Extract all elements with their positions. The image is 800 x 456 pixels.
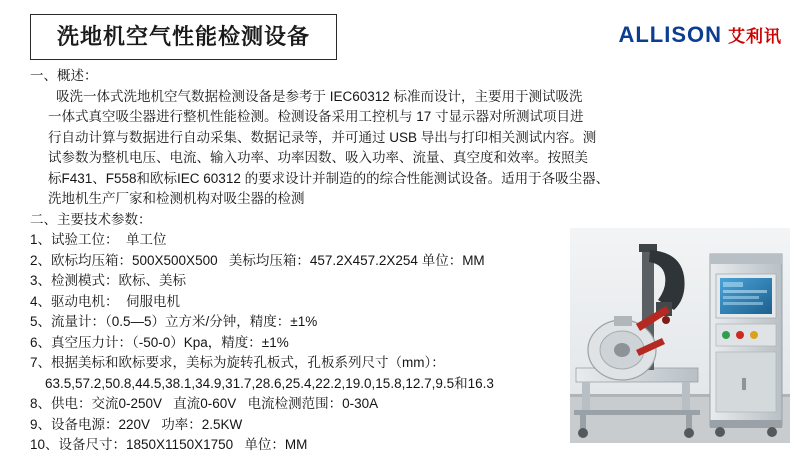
spec-line-8: 8、供电：交流0-250V 直流0-60V 电流检测范围：0-30A (30, 396, 379, 411)
overview-line-2: 一体式真空吸尘器进行整机性能检测。检测设备采用工控机与 17 寸显示器对所测试项目进 (48, 109, 584, 124)
spec-line-10: 10、设备尺寸：1850X1150X1750 单位：MM (30, 437, 308, 452)
spec-line-7: 7、根据美标和欧标要求，美标为旋转孔板式，孔板系列尺寸（mm）： (30, 355, 445, 370)
overview-line-5: 标F431、F558和欧标IEC 60312 的要求设计并制造的的综合性能测试设备。适用于各吸尘器、 (48, 170, 610, 186)
spec-line-7-values: 63.5,57.2,50.8,44.5,38.1,34.9,31.7,28.6,25.4,22.2,19.0,15.8,12.7,9.5和16.3 (30, 375, 494, 391)
overview-line-6: 洗地机生产厂家和检测机构对吸尘器的检测 (48, 191, 305, 206)
spec-line-3: 3、检测模式：欧标、美标 (30, 273, 187, 288)
spec-line-4: 4、驱动电机： 伺服电机 (30, 293, 181, 309)
section-heading-overview: 一、概述： (30, 68, 98, 83)
spec-line-2: 2、欧标均压箱：500X500X500 美标均压箱：457.2X457.2X254 单位：MM (30, 252, 485, 268)
equipment-photo (570, 228, 790, 443)
section-heading-specs: 二、主要技术参数： (30, 211, 152, 227)
page-title-box (30, 14, 337, 60)
equipment-photo-illustration (570, 228, 790, 443)
spec-line-1: 1、试验工位： 单工位 (30, 232, 167, 247)
brand-logo (618, 22, 782, 48)
spec-line-9: 9、设备电源：220V 功率：2.5KW (30, 416, 243, 432)
page-title: 洗地机空气性能检测设备 (56, 24, 310, 49)
overview-line-4: 试参数为整机电压、电流、输入功率、功率因数、吸入功率、流量、真空度和效率。按照美 (48, 150, 588, 165)
brand-name-en: ALLISON (618, 22, 722, 47)
overview-line-1: 吸洗一体式洗地机空气数据检测设备是参考于 IEC60312 标准而设计，主要用于测试吸洗 (56, 88, 583, 104)
spec-line-5: 5、流量计：（0.5—5）立方米/分钟，精度：±1% (30, 314, 318, 329)
overview-line-3: 行自动计算与数据进行自动采集、数据记录等，并可通过 USB 导出与打印相关测试内容。测 (48, 129, 597, 145)
brand-name-cn: 艾利讯 (728, 27, 782, 46)
spec-line-6: 6、真空压力计：（-50-0）Kpa，精度：±1% (30, 334, 289, 350)
